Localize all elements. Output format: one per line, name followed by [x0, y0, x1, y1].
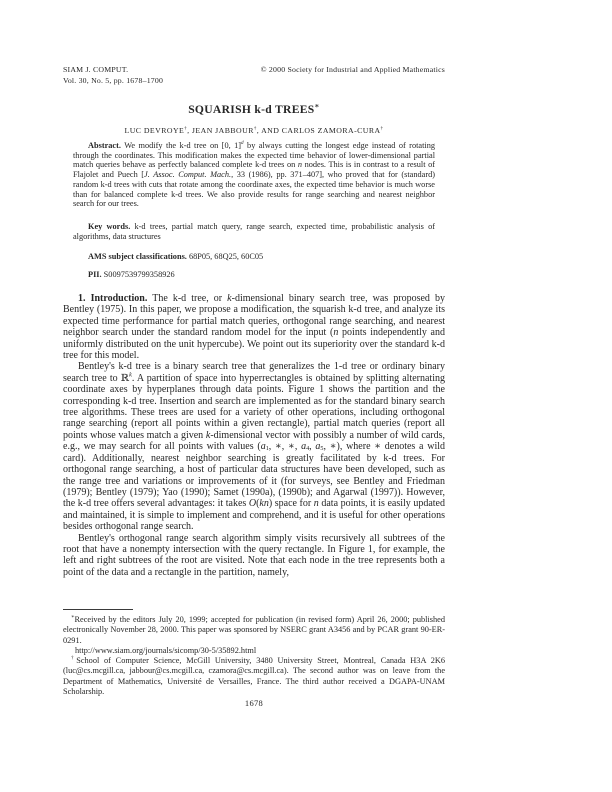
copyright-notice: © 2000 Society for Industrial and Applied Mathematics	[260, 65, 445, 74]
introduction-section	[63, 293, 445, 605]
keywords-section	[73, 222, 435, 241]
ams-text: AMS subject classifications. 68P05, 68Q25, 60C05	[88, 252, 264, 261]
ams-classifications-section	[73, 252, 435, 262]
authors-line: LUC DEVROYE†, JEAN JABBOUR†, AND CARLOS ZAMORA-CURA†	[124, 126, 384, 135]
page-number: 1678	[244, 698, 264, 708]
footnote-affiliation: †School of Computer Science, McGill University, 3480 University Street, Montreal, Canada H3A 2K6 (luc@cs.mcgill.ca, jabbour@cs.mcgill.ca, czamora@cs.mcgill.ca). The second author was on leave from the Department of Mathematics, Université de Versailles, France. The third author received a DGAPA-UNAM Scholarship.	[63, 655, 446, 697]
footnote-received: ∗Received by the editors July 20, 1999; accepted for publication (in revised form) April 26, 2000; published electronically November 28, 2000. This paper was sponsored by NSERC grant A3456 and by PCAR grant 90-ER-0291.	[63, 614, 445, 645]
pii-text: PII. S0097539799358926	[88, 270, 175, 279]
intro-paragraph-2: Bentley's k-d tree is a binary search tree that generalizes the 1-d tree or ordinary binary search tree to ℝ$^k$. A partition of space into hyperrectangles is obtained by splitting alternating coordinate axes by hyperplanes through data points. Figure 1 shows the partition and the corresponding k-d tree. Insertion and search are implemented as for the standard binary search tree algorithms. These trees are used for a variety of other operations, including orthogonal range searching (report all points within a given rectangle), partial match queries (report all points whose values match a given k-dimensional vector with possibly a number of wild cards, e.g., we may search for all points with values (a1, ∗, ∗, a4, a5, ∗), where ∗ denotes a wild card). Additionally, nearest neighbor searching is greatly facilitated by k-d trees. For orthogonal range searching, a host of particular data structures have been developed, such as the range tree and variations or improvements of it (for surveys, see Bentley and Friedman (1979); Bentley (1979); Yao (1990); Samet (1990a), (1990b); and Agarwal (1997)). However, the k-d tree offers several advantages: it takes O(kn) space for n data points, it is easily updated and maintained, it is simple to implement and comprehend, and it is useful for other operations besides orthogonal range search.	[63, 361, 445, 533]
journal-name: SIAM J. COMPUT.	[63, 65, 129, 74]
keywords-text: Key words. k-d trees, partial match query, range search, expected time, probabilistic analysis of algorithms, data structures	[73, 222, 435, 241]
paper-title: SQUARISH k-d TREES∗	[188, 102, 320, 116]
footnote-url: http://www.siam.org/journals/sicomp/30-5/35892.html	[75, 645, 257, 655]
journal-info	[63, 65, 163, 87]
footnotes-section	[63, 615, 445, 697]
abstract-text: Abstract. We modify the k-d tree on [0, 1]$^d$ by always cutting the longest edge instead of rotating through the coordinates. This modification makes the expected time behavior of lower-dimensional partial match queries behave as perfectly balanced complete k-d trees on n nodes. This is in contrast to a result of Flajolet and Puech [J. Assoc. Comput. Mach., 33 (1986), pp. 371–407], who proved that for (standard) random k-d trees with cuts that rotate among the coordinate axes, the expected time behavior is much worse than for balanced complete k-d trees. We also provide results for range searching and nearest neighbor search for our trees.	[73, 140, 435, 209]
abstract-section	[73, 141, 435, 209]
running-header	[63, 65, 445, 87]
intro-paragraph-3: Bentley's orthogonal range search algorithm simply visits recursively all subtrees of the root that have a nonempty intersection with the query rectangle. In Figure 1, for example, the left and right subtrees of the root are visited. Note that each node in the tree represents both a point of the data and a rectangle in the partition, namely,	[63, 532, 445, 578]
journal-issue: Vol. 30, No. 5, pp. 1678–1700	[63, 75, 164, 85]
footnote-rule	[63, 609, 133, 610]
pii-section	[73, 270, 435, 280]
intro-paragraph-1: 1. Introduction. The k-d tree, or k-dimensional binary search tree, was proposed by Bentley (1975). In this paper, we propose a modification, the squarish k-d tree, and analyze its expected time performance for partial match queries, orthogonal range searching, and nearest neighbor search under the standard random model for the input (n points independently and uniformly distributed on the unit hypercube). We point out its superiority over the standard k-d tree for this model.	[63, 293, 445, 362]
